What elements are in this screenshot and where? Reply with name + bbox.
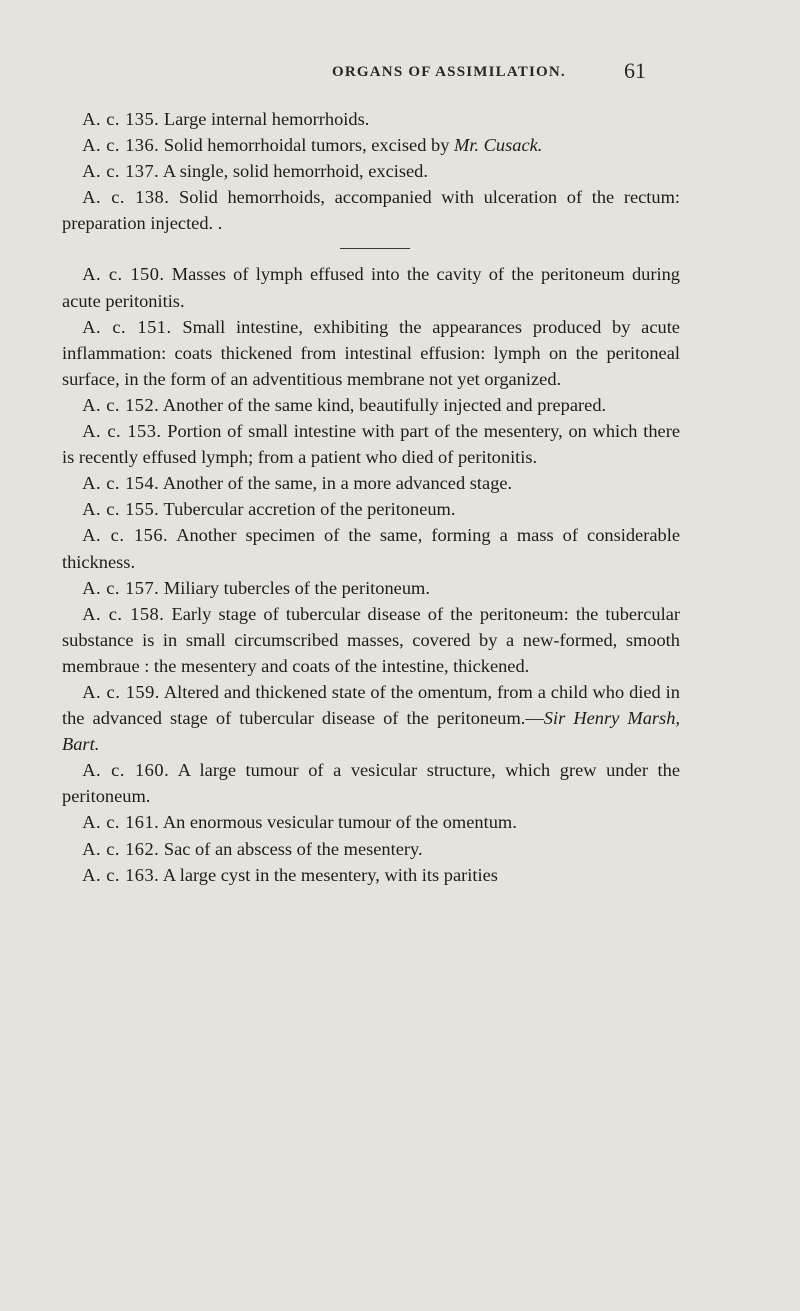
entry-id: A. c. 158. — [82, 603, 165, 624]
catalogue-entry — [62, 158, 680, 184]
catalogue-entry — [62, 132, 680, 158]
entry-id: A. c. 135. — [82, 109, 160, 129]
entry-text: Another of the same, in a more advanced stage. — [162, 473, 513, 494]
catalogue-entry — [62, 522, 680, 574]
catalogue-entry — [62, 392, 680, 418]
entry-id: A. c. 153. — [82, 421, 162, 442]
entry-id: A. c. 160. — [82, 760, 170, 781]
entry-text: Solid hemorrhoidal tumors, excised by — [163, 135, 454, 156]
entry-id: A. c. 138. — [82, 187, 170, 208]
entry-text: Large internal hemorrhoids. — [163, 109, 370, 129]
entry-id: A. c. 157. — [82, 577, 160, 598]
entry-id: A. c. 151. — [82, 316, 172, 337]
entry-text: Miliary tubercles of the peritoneum. — [163, 577, 430, 598]
entry-text: Masses of lymph effused into the cavity of the peritoneum during acute peritonitis. — [62, 264, 680, 311]
entry-text: Tubercular accretion of the peritoneum. — [163, 499, 456, 520]
catalogue-entry — [62, 261, 680, 313]
entry-id: A. c. 156. — [82, 525, 169, 546]
catalogue-entry — [62, 106, 680, 132]
entry-text: Another of the same kind, beautifully injected and prepared. — [162, 394, 607, 415]
catalogue-entry — [62, 314, 680, 392]
entry-text: Solid hemorrhoids, accompanied with ulceration of the rectum: preparation injected. . — [62, 187, 680, 234]
catalogue-body — [62, 106, 680, 888]
entry-text: Altered and thickened state of the omentum, from a child who died in the advanced stage of tubercular disease of the peritoneum.— — [62, 681, 680, 729]
entry-id: A. c. 150. — [82, 264, 165, 285]
entry-id: A. c. 136. — [82, 135, 160, 156]
entry-id: A. c. 137. — [82, 161, 160, 182]
catalogue-entry — [62, 575, 680, 601]
page-number: 61 — [624, 58, 646, 83]
catalogue-entry — [62, 184, 680, 236]
entry-text: Small intestine, exhibiting the appearances produced by acute inflammation: coats thickened from intestinal effusion: lymph on the peritoneal surface, in the form of an adventitious membrane not yet organized. — [62, 316, 680, 389]
entry-text: Sac of an abscess of the mesentery. — [163, 838, 423, 859]
entry-text: Portion of small intestine with part of the mesentery, on which there is recently effused lymph; from a patient who died of peritonitis. — [62, 421, 680, 468]
catalogue-entry — [62, 809, 680, 835]
entry-attribution: Sir Henry Marsh, Bart. — [62, 708, 680, 755]
catalogue-entry — [62, 862, 680, 888]
entry-attribution: Mr. Cusack. — [454, 135, 543, 156]
entry-text: Early stage of tubercular disease of the peritoneum: the tubercular substance is in small circumscribed masses, covered by a new-formed, smooth membraue : the mesentery and coats of the intestine, thickened. — [62, 603, 680, 676]
entry-id: A. c. 159. — [82, 681, 160, 702]
catalogue-entry — [62, 836, 680, 862]
catalogue-entry — [62, 418, 680, 470]
entry-text: A single, solid hemorrhoid, excised. — [162, 161, 428, 182]
catalogue-entry — [62, 757, 680, 809]
entry-id: A. c. 163. — [82, 864, 160, 885]
catalogue-entry — [62, 470, 680, 496]
entry-id: A. c. 154. — [82, 473, 160, 494]
running-head — [0, 58, 800, 88]
entry-text: An enormous vesicular tumour of the omentum. — [162, 812, 517, 833]
section-divider — [340, 248, 410, 249]
entry-id: A. c. 155. — [82, 499, 160, 520]
entry-id: A. c. 161. — [82, 812, 160, 833]
running-head-title: ORGANS OF ASSIMILATION. — [332, 64, 566, 80]
catalogue-entry — [62, 679, 680, 757]
catalogue-entry — [62, 496, 680, 522]
entry-id: A. c. 152. — [82, 394, 160, 415]
entry-text: A large tumour of a vesicular structure, which grew under the peritoneum. — [62, 760, 680, 807]
entry-text: Another specimen of the same, forming a mass of considerable thickness. — [62, 525, 680, 572]
entry-id: A. c. 162. — [82, 838, 160, 859]
catalogue-entry — [62, 601, 680, 679]
entry-text: A large cyst in the mesentery, with its parities — [162, 864, 498, 885]
